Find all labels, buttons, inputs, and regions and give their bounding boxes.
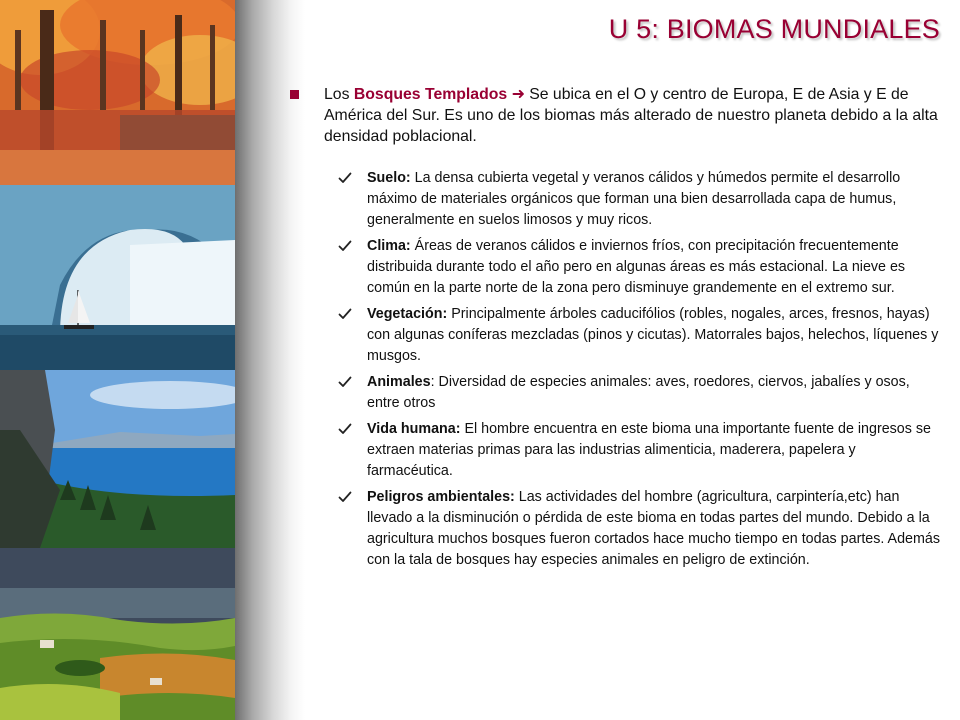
checkmark-icon bbox=[338, 239, 352, 253]
iceberg-illustration bbox=[0, 185, 235, 370]
farm-fields-illustration bbox=[0, 548, 235, 720]
sub-item-label: Suelo: bbox=[367, 170, 411, 186]
sub-item bbox=[338, 487, 940, 571]
farm-fields-photo bbox=[0, 548, 235, 720]
sub-item-label: Clima: bbox=[367, 238, 411, 254]
sub-list bbox=[338, 168, 940, 571]
sub-item bbox=[338, 372, 940, 414]
sub-item bbox=[338, 304, 940, 367]
square-bullet-icon bbox=[290, 90, 299, 99]
sub-item-text: La densa cubierta vegetal y veranos cálidos y húmedos permite el desarrollo máximo de materiales orgánicos que forman una bien desarrollada capa de humus, generalmente en suelos limosos y muy ricos. bbox=[367, 170, 901, 228]
sub-item-label: Vida humana: bbox=[367, 421, 461, 437]
slide-title: U 5: BIOMAS MUNDIALES bbox=[608, 14, 940, 44]
sub-item-label: Animales bbox=[367, 374, 431, 390]
sub-item bbox=[338, 168, 940, 231]
sub-item bbox=[338, 419, 940, 482]
autumn-forest-photo bbox=[0, 0, 235, 185]
main-bullet-pre: Los bbox=[324, 86, 354, 103]
photo-strip bbox=[0, 0, 235, 720]
sub-item-text: El hombre encuentra en este bioma una importante fuente de ingresos se extraen materias primas para las industrias alimenticia, maderera, papelera y farmacéutica. bbox=[367, 421, 931, 479]
mountain-lake-illustration bbox=[0, 370, 235, 548]
iceberg-photo bbox=[0, 185, 235, 370]
sub-item-text: Áreas de veranos cálidos e inviernos fríos, con precipitación frecuentemente distribuida durante todo el año pero en algunas áreas es más estacional. La nieve es común en la parte norte de la zona pero disminuye grandemente en el extremo sur. bbox=[367, 238, 906, 296]
sub-item-label: Peligros ambientales: bbox=[367, 489, 515, 505]
main-bullet-text: Se ubica en el O y centro de Europa, E de Asia y E de América del Sur. Es uno de los biomas más alterado de nuestro planeta debido a la alta densidad poblacional. bbox=[324, 86, 938, 145]
checkmark-icon bbox=[338, 307, 352, 321]
checkmark-icon bbox=[338, 375, 352, 389]
autumn-forest-illustration bbox=[0, 0, 235, 185]
sub-item-text: Las actividades del hombre (agricultura, carpintería,etc) han llevado a la disminución o pérdida de este bioma en todas partes del mundo. Debido a la agricultura muchos bosques fueron cortados hace mucho tiempo en todas partes. Además con la tala de bosques hay especies animales en peligro de extinción. bbox=[367, 489, 940, 568]
sub-item-text: : Diversidad de especies animales: aves, roedores, ciervos, jabalíes y osos, entre otros bbox=[367, 374, 910, 411]
mountain-lake-photo bbox=[0, 370, 235, 548]
arrow-icon: ➜ bbox=[511, 86, 525, 103]
sub-item-text: Principalmente árboles caducifólios (robles, nogales, arces, fresnos, hayas) con algunas coníferas mezcladas (pinos y cicutas). Matorrales bajos, helechos, líquenes y musgos. bbox=[367, 306, 939, 364]
sub-item bbox=[338, 236, 940, 299]
checkmark-icon bbox=[338, 490, 352, 504]
main-bullet-keyword: Bosques Templados bbox=[353, 86, 508, 103]
checkmark-icon bbox=[338, 422, 352, 436]
slide-content bbox=[290, 84, 940, 576]
checkmark-icon bbox=[338, 171, 352, 185]
sub-item-label: Vegetación: bbox=[367, 306, 448, 322]
main-bullet bbox=[290, 84, 940, 147]
